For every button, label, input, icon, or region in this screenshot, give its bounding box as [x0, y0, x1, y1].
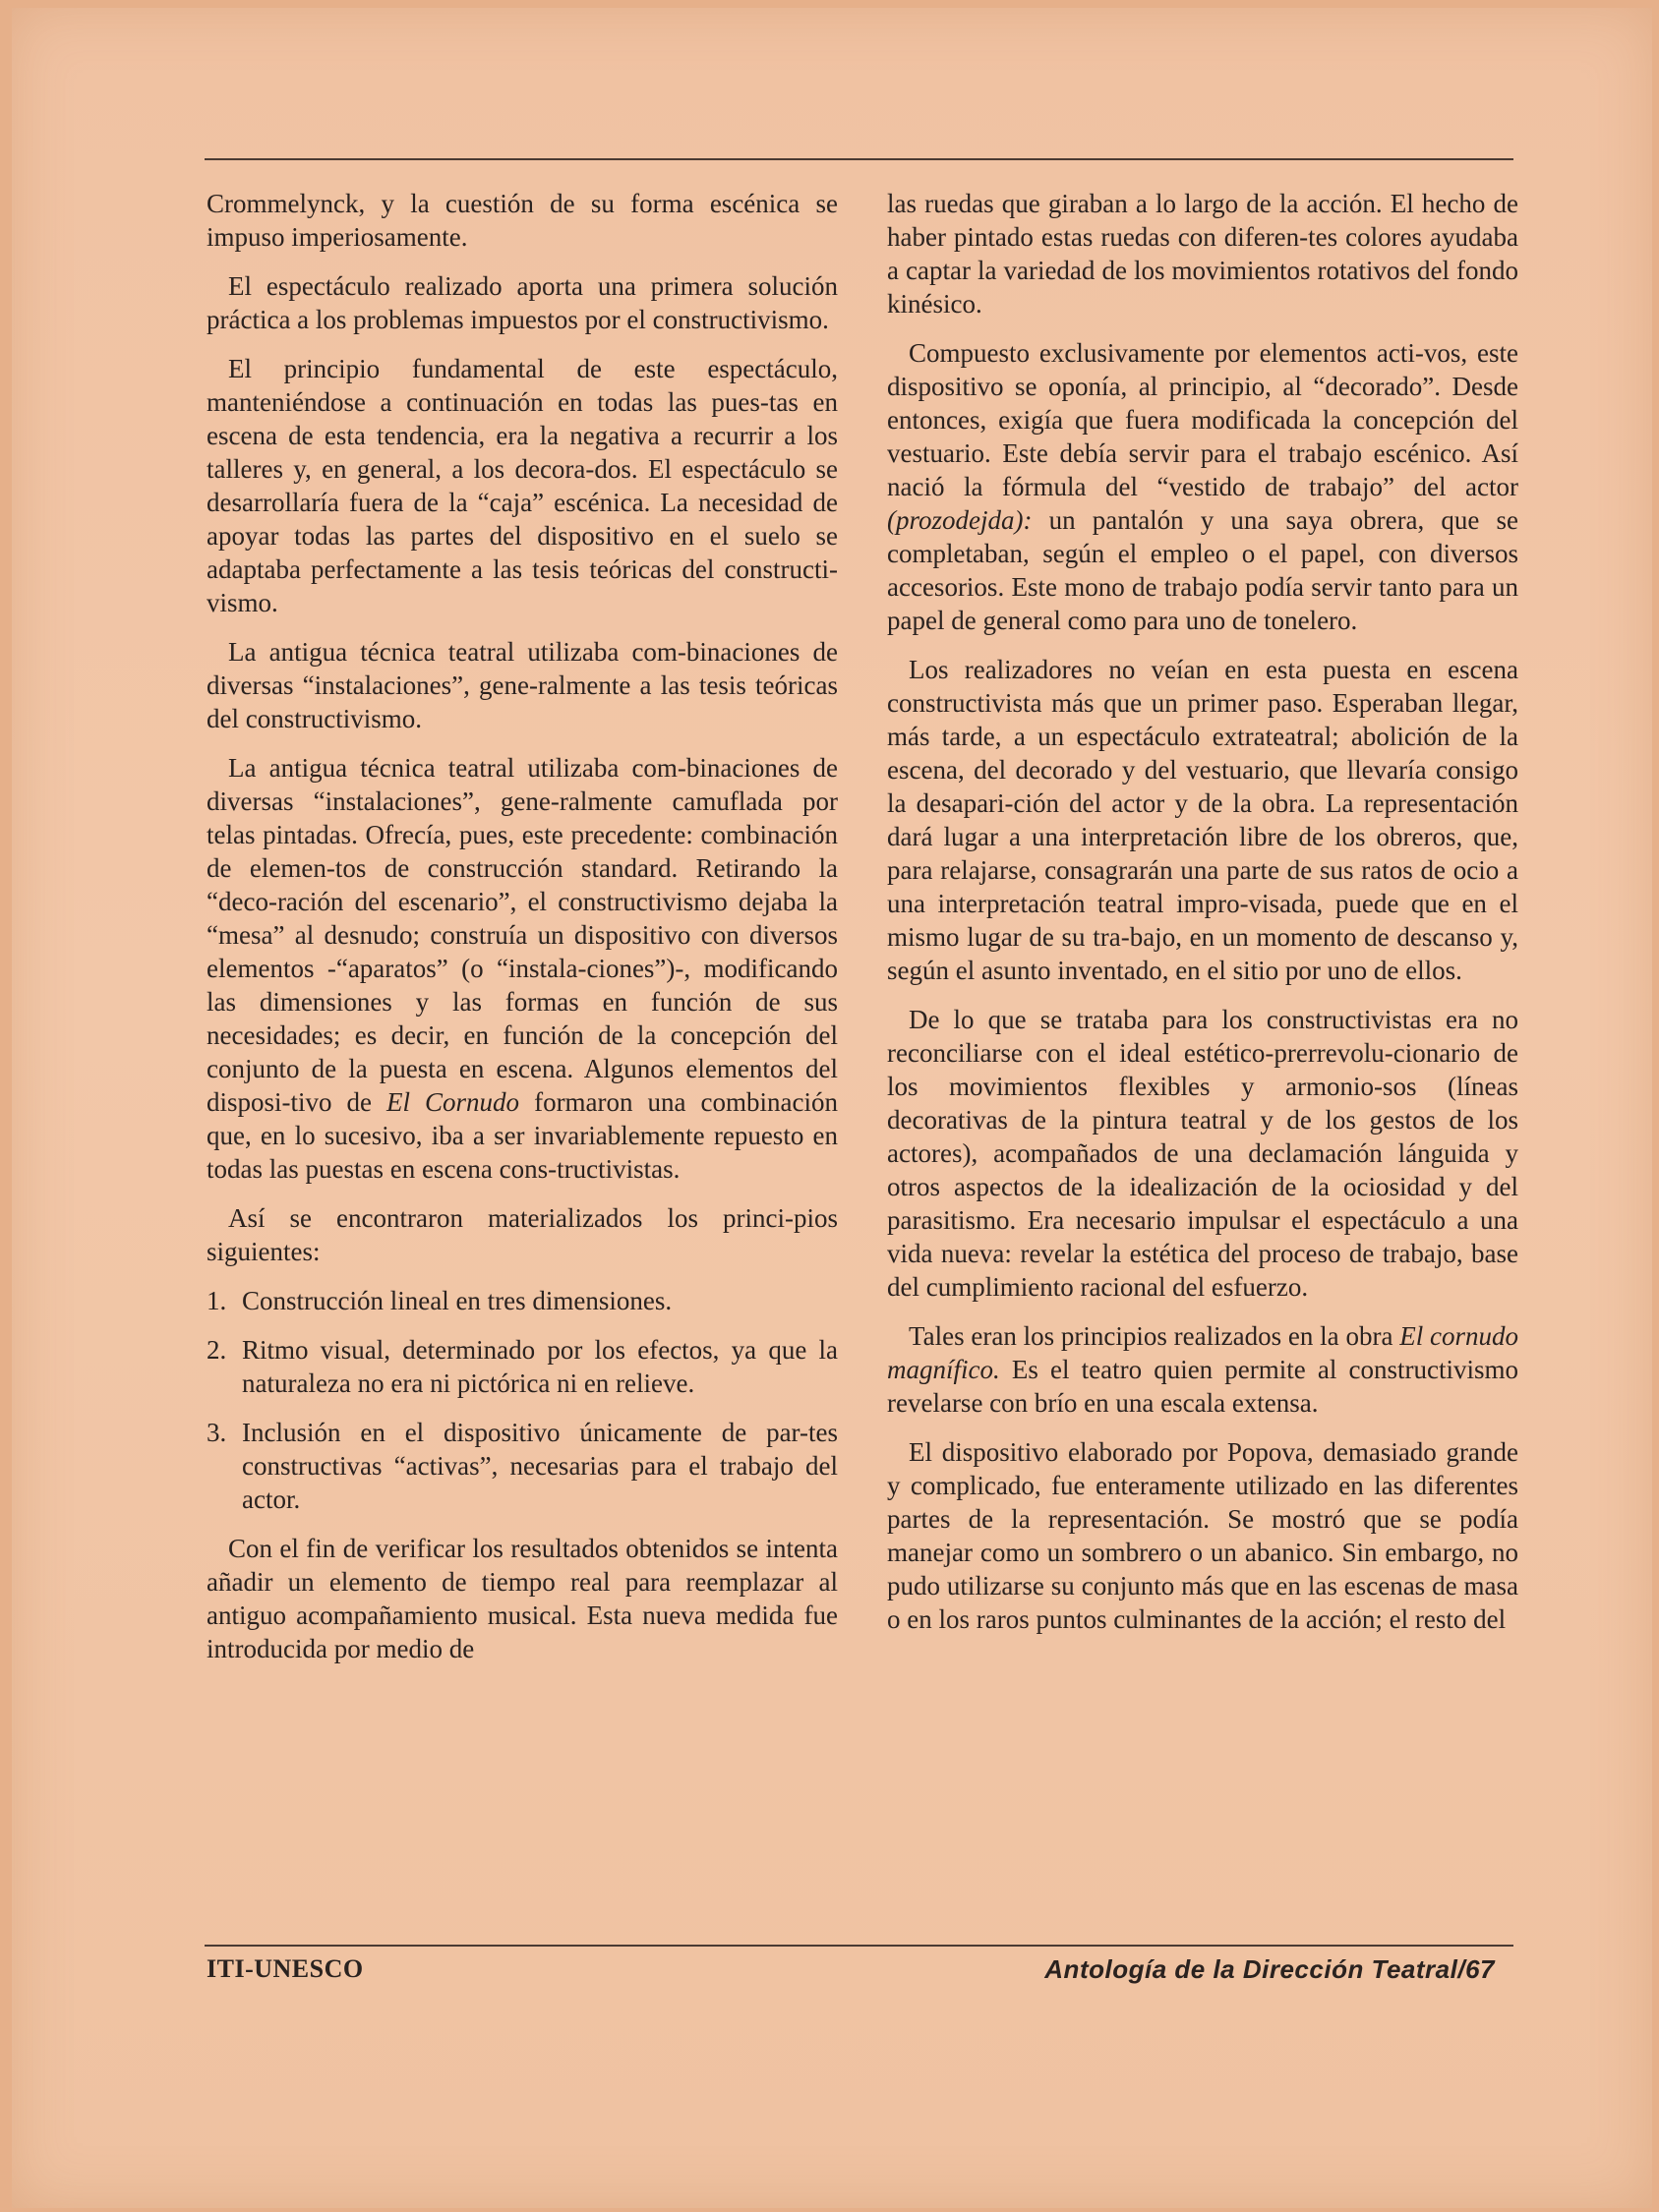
paragraph: Así se encontraron materializados los princi-pios siguientes: [207, 1203, 838, 1266]
list-number: 2. [207, 1335, 227, 1365]
paragraph: Los realizadores no veían en esta puesta en escena constructivista más que un primer paso. Esperaban llegar, más tarde, a un espectáculo extrateatral; abolición de la escena, del decorado y del vestuario, que llevaría consigo la desapari-ción del actor y de la obra. La representación dará lugar a una interpretación libre de los obreros, que, para relajarse, consagrarán una parte de sus ratos de ocio a una interpretación teatral impro-visada, puede que en el mismo lugar de su tra-bajo, en un momento de descanso y, según el asunto inventado, en el sitio por uno de ellos. [887, 655, 1518, 985]
paragraph-text: Tales eran los principios realizados en la obra [909, 1321, 1400, 1351]
paragraph-text: un pantalón y una saya obrera, que se completaban, según el empleo o el papel, con diversos accesorios. Este mono de trabajo podía servir tanto para un papel de general como para uno de tonelero. [887, 505, 1518, 635]
paragraph: El principio fundamental de este espectáculo, manteniéndose a continuación en todas las pues-tas en escena de esta tendencia, era la negativa a recurrir a los talleres y, en general, a los decora-dos. El espectáculo se desarrollaría fuera de la “caja” escénica. La necesidad de apoyar todas las partes del dispositivo en el suelo se adaptaba perfectamente a las tesis teóricas del constructi-vismo. [207, 354, 838, 617]
footer-page-title: Antología de la Dirección Teatral/67 [1044, 1954, 1495, 1984]
paragraph: Con el fin de verificar los resultados obtenidos se intenta añadir un elemento de tiempo real para reemplazar al antiguo acompañamiento musical. Esta nueva medida fue introducida por medio de [207, 1534, 838, 1663]
paragraph: El espectáculo realizado aporta una primera solución práctica a los problemas impuestos por el constructivismo. [207, 271, 838, 334]
list-text: Ritmo visual, determinado por los efectos, ya que la naturaleza no era ni pictórica ni en relieve. [242, 1335, 838, 1398]
paragraph: La antigua técnica teatral utilizaba com-binaciones de diversas “instalaciones”, gene-ralmente a las tesis teóricas del constructivismo. [207, 637, 838, 733]
work-title: El cornudo magnífico. [887, 1321, 1518, 1384]
paragraph [207, 751, 838, 1186]
paragraph: las ruedas que giraban a lo largo de la acción. El hecho de haber pintado estas ruedas con diferen-tes colores ayudaba a captar la variedad de los movimientos rotativos del fondo kinésico. [887, 189, 1518, 319]
paragraph: Crommelynck, y la cuestión de su forma escénica se impuso imperiosamente. [207, 189, 838, 252]
list-item [207, 1416, 838, 1516]
paragraph [887, 1319, 1518, 1420]
list-text: Inclusión en el dispositivo únicamente de par-tes constructivas “activas”, necesarias para el trabajo del actor. [242, 1418, 838, 1514]
footer-rule [205, 1945, 1513, 1947]
paragraph [887, 336, 1518, 637]
right-column [887, 187, 1518, 1652]
list-item [207, 1284, 838, 1317]
left-column [207, 187, 838, 1681]
paragraph-text: Es el teatro quien permite al constructivismo revelarse con brío en una escala extensa. [887, 1355, 1518, 1418]
paragraph-text: La antigua técnica teatral utilizaba com-binaciones de diversas “instalaciones”, gene-ralmente camuflada por telas pintadas. Ofrecía, pues, este precedente: combinación de elemen-tos de construcción standard. Retirando la “deco-ración del escenario”, el constructivismo dejaba la “mesa” al desnudo; construía un dispositivo con diversos elementos -“aparatos” (o “instala-ciones”)-, modificando las dimensiones y las formas en función de sus necesidades; es decir, en función de la concepción del conjunto de la puesta en escena. Algunos elementos del disposi-tivo de [207, 753, 838, 1117]
list-text: Construcción lineal en tres dimensiones. [242, 1286, 673, 1315]
header-rule [205, 158, 1513, 160]
list-number: 3. [207, 1418, 227, 1447]
italic-term: (prozodejda): [887, 505, 1033, 535]
paragraph-text: formaron una combinación que, en lo sucesivo, iba a ser invariablemente repuesto en todas las puestas en escena cons-tructivistas. [207, 1087, 839, 1184]
page-sheet [12, 8, 1652, 2208]
list-item [207, 1333, 838, 1400]
work-title: El Cornudo [386, 1087, 520, 1117]
paragraph-text: Compuesto exclusivamente por elementos acti-vos, este dispositivo se oponía, al principio, al “decorado”. Desde entonces, exigía que fuera modificada la concepción del vestuario. Este debía servir para el trabajo escénico. Así nació la fórmula del “vestido de trabajo” del actor [887, 338, 1518, 501]
list-number: 1. [207, 1286, 227, 1315]
paragraph: El dispositivo elaborado por Popova, demasiado grande y complicado, fue enteramente utilizado en las diferentes partes de la representación. Se mostró que se podía manejar como un sombrero o un abanico. Sin embargo, no pudo utilizarse su conjunto más que en las escenas de masa o en los raros puntos culminantes de la acción; el resto del [887, 1437, 1518, 1634]
paragraph: De lo que se trataba para los constructivistas era no reconciliarse con el ideal estético-prerrevolu-cionario de los movimientos flexibles y armonio-sos (líneas decorativas de la pintura teatral y de los gestos de los actores), acompañados de una declamación lánguida y otros aspectos de la idealización de la ociosidad y del parasitismo. Era necesario impulsar el espectáculo a una vida nueva: revelar la estética del proceso de trabajo, base del cumplimiento racional del esfuerzo. [887, 1005, 1518, 1302]
footer-publisher: ITI-UNESCO [207, 1954, 364, 1983]
